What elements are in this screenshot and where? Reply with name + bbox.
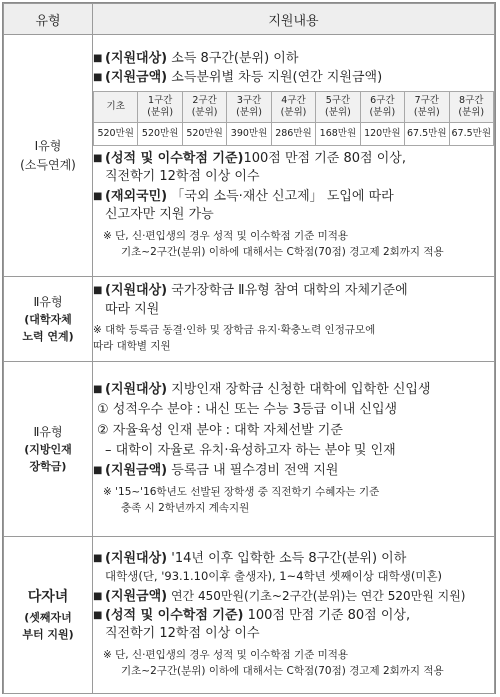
bullet-square-icon: ■ bbox=[93, 609, 103, 621]
type1-content bbox=[93, 35, 495, 277]
type3-target: ■ (지원대상) 지방인재 장학금 신청한 대학에 입학한 신입생 bbox=[93, 381, 494, 399]
amount-header-cell: 8구간 (분위) bbox=[449, 91, 494, 122]
type2-name: Ⅱ유형 bbox=[33, 294, 63, 309]
type4-note: ※ 단, 신·편입생의 경우 성적 및 이수학점 기준 미적용 기초~2구간(분위) 이하에 대해서는 C학점(70점) 경고제 2회까지 적용 bbox=[103, 648, 444, 678]
amount-table-header bbox=[94, 91, 494, 122]
amount-table-values bbox=[94, 122, 494, 145]
type3-name: Ⅱ유형 bbox=[33, 424, 63, 439]
support-table-document bbox=[2, 2, 496, 694]
header-content: 지원내용 bbox=[93, 4, 495, 35]
amount-value-cell: 120만원 bbox=[360, 122, 404, 145]
amount-header-cell: 7구간 (분위) bbox=[405, 91, 449, 122]
type3-item2: ② 자율육성 인재 분야 : 대학 자체선발 기준 bbox=[97, 422, 343, 438]
type2-cell bbox=[4, 277, 93, 362]
row-type4 bbox=[4, 537, 495, 694]
amount-header-cell: 1구간 (분위) bbox=[138, 91, 182, 122]
type3-item1: ① 성적우수 분야 : 내신 또는 수능 3등급 이내 신입생 bbox=[97, 402, 398, 418]
type4-content bbox=[93, 537, 495, 694]
amount-header-cell: 5구간 (분위) bbox=[316, 91, 360, 122]
row-type1 bbox=[4, 35, 495, 277]
bullet-square-icon: ■ bbox=[93, 190, 103, 202]
bullet-square-icon: ■ bbox=[93, 465, 103, 477]
type3-sub1: (지방인재 bbox=[24, 443, 72, 457]
amount-value-cell: 286만원 bbox=[271, 122, 315, 145]
type1-grade: ■ (성적 및 이수학점 기준)100점 만점 기준 80점 이상, 직전학기 12학점 이상 이수 bbox=[93, 150, 494, 187]
type1-note: ※ 단, 신·편입생의 경우 성적 및 이수학점 기준 미적용 기초~2구간(분위) 이하에 대해서는 C학점(70점) 경고제 2회까지 적용 bbox=[103, 229, 444, 258]
type4-grade: ■ (성적 및 이수학점 기준) 100점 만점 기준 80점 이상, 직전학기 12학점 이상 이수 bbox=[93, 607, 494, 644]
type1-name: Ⅰ유형 bbox=[34, 138, 62, 153]
type1-cell bbox=[4, 35, 93, 277]
bullet-square-icon: ■ bbox=[93, 52, 103, 64]
type4-sub1: (셋째자녀 bbox=[24, 610, 72, 624]
row-type2 bbox=[4, 277, 495, 362]
amount-header-cell: 6구간 (분위) bbox=[360, 91, 404, 122]
support-table bbox=[3, 3, 495, 694]
amount-table bbox=[93, 91, 494, 146]
type4-amount: ■ (지원금액) 연간 450만원(기초~2구간(분위)는 연간 520만원 지원) bbox=[93, 588, 494, 606]
type4-target: ■ (지원대상) '14년 이후 입학한 소득 8구간(분위) 이하 대학생(단, '93.1.10이후 출생자), 1~4학년 셋째이상 대학생(미혼) bbox=[93, 550, 494, 587]
bullet-square-icon: ■ bbox=[93, 383, 103, 395]
type2-target: ■ (지원대상) 국가장학금 Ⅱ유형 참여 대학의 자체기준에 따라 지원 bbox=[93, 282, 494, 319]
amount-header-cell: 4구간 (분위) bbox=[271, 91, 315, 122]
type2-sub2: 노력 연계) bbox=[22, 330, 74, 344]
amount-value-cell: 520만원 bbox=[94, 122, 138, 145]
type3-amount: ■ (지원금액) 등록금 내 필수경비 전액 지원 bbox=[93, 462, 494, 480]
bullet-square-icon: ■ bbox=[93, 152, 103, 164]
row-type3 bbox=[4, 362, 495, 537]
type2-content bbox=[93, 277, 495, 362]
amount-value-cell: 168만원 bbox=[316, 122, 360, 145]
amount-value-cell: 390만원 bbox=[227, 122, 271, 145]
amount-value-cell: 67.5만원 bbox=[449, 122, 494, 145]
bullet-square-icon: ■ bbox=[93, 72, 103, 84]
type2-sub1: (대학자체 bbox=[24, 313, 72, 327]
amount-header-cell: 2구간 (분위) bbox=[182, 91, 226, 122]
type1-target: ■ (지원대상) 소득 8구간(분위) 이하 bbox=[93, 50, 494, 68]
amount-value-cell: 520만원 bbox=[182, 122, 226, 145]
type3-note: ※ '15~'16학년도 선발된 장학생 중 직전학기 수혜자는 기준 충족 시 2학년까지 계속지원 bbox=[103, 485, 380, 515]
type4-cell bbox=[4, 537, 93, 694]
type1-overseas: ■ (재외국민) 「국외 소득·재산 신고제」 도입에 따라 신고자만 지원 가능 bbox=[93, 188, 494, 225]
bullet-square-icon: ■ bbox=[93, 552, 103, 564]
amount-value-cell: 67.5만원 bbox=[405, 122, 449, 145]
bullet-square-icon: ■ bbox=[93, 590, 103, 602]
header-type: 유형 bbox=[4, 4, 93, 35]
type3-sub2: 장학금) bbox=[29, 460, 67, 474]
type3-item3: – 대학이 자율로 유치·육성하고자 하는 분야 및 인재 bbox=[105, 442, 396, 458]
type3-cell bbox=[4, 362, 93, 537]
type3-content bbox=[93, 362, 495, 537]
amount-header-cell: 3구간 (분위) bbox=[227, 91, 271, 122]
type1-amount: ■ (지원금액) 소득분위별 차등 지원(연간 지원금액) bbox=[93, 69, 494, 87]
type1-sub: (소득연계) bbox=[20, 157, 76, 172]
type4-sub2: 부터 지원) bbox=[22, 627, 74, 641]
header-row bbox=[4, 4, 495, 35]
type2-note: ※ 대학 등록금 동결·인하 및 장학금 유지·확충노력 인정규모에 따라 대학별 지원 bbox=[93, 324, 376, 353]
bullet-square-icon: ■ bbox=[93, 285, 103, 297]
amount-header-cell: 기초 bbox=[94, 91, 138, 122]
amount-value-cell: 520만원 bbox=[138, 122, 182, 145]
type4-name: 다자녀 bbox=[27, 589, 69, 606]
